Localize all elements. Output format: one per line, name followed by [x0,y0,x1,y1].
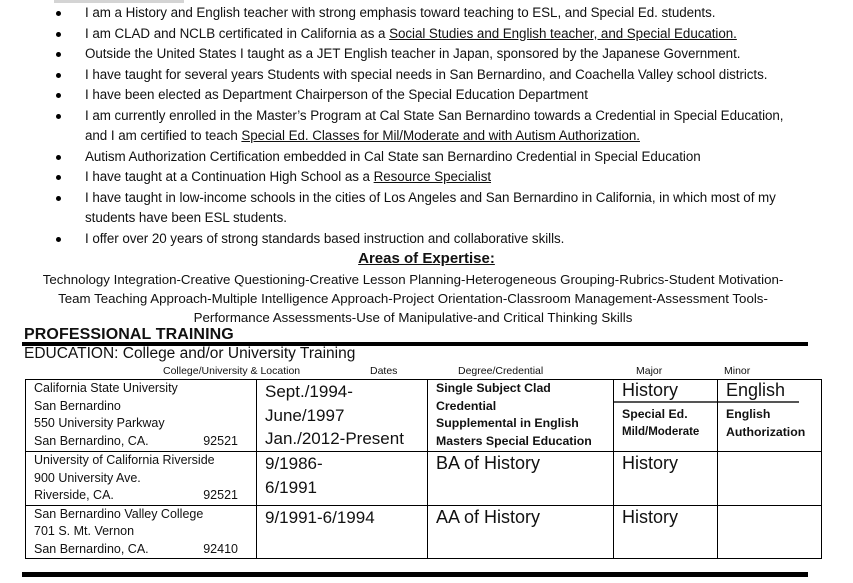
expertise-line: Performance Assessments-Use of Manipulative-and Critical Thinking Skills [193,310,633,325]
date-line: 6/1991 [265,477,317,497]
expertise-heading: Areas of Expertise: [358,250,495,267]
table-row [26,380,822,452]
column-header-college: College/University & Location [163,365,301,377]
bullet-icon [56,175,61,180]
summary-bullet-list [0,3,853,249]
college-city: San Bernardino, CA. [34,433,149,448]
major-cell [614,380,718,452]
major-cell: History [614,452,718,506]
bullet-item [0,106,853,147]
bullet-text: and I am certified to teach [85,128,242,143]
bullet-item [0,85,853,106]
minor-value: English [718,380,799,403]
table-row [26,452,822,506]
bullet-text: I am CLAD and NCLB certificated in California as a [85,25,390,41]
major-cell: History [614,505,718,559]
college-city: San Bernardino, CA. [34,541,149,556]
column-header-major: Major [636,365,663,377]
dates-cell [257,505,428,559]
major-sub: Special Ed. [622,407,688,421]
college-name: California State University [34,381,178,395]
bullet-item [0,229,853,250]
college-cell [26,505,257,559]
column-header-degree: Degree/Credential [458,365,544,377]
bullet-item [0,167,853,188]
bullet-text: I am a History and English teacher with strong emphasis toward teaching to ESL, and Special Ed. students. [85,5,716,20]
date-line: 9/1991-6/1994 [265,507,375,527]
college-zip: 92521 [203,488,238,502]
minor-sub: Authorization [726,425,806,439]
college-name: San Bernardino Valley College [34,506,204,521]
college-zip: 92410 [203,541,238,556]
bullet-text: students have been ESL students. [85,210,287,225]
expertise-list [0,270,826,327]
bullet-text: I have been elected as Department Chairperson of the Special Education Department [85,87,588,102]
date-line: Jan./2012-Present [265,429,404,448]
college-name: University of California Riverside [34,453,215,467]
bullet-text: I am currently enrolled in the Master’s Program at Cal State San Bernardino towards a Credential in Special Education, [85,107,784,123]
college-zip: 92521 [203,433,238,448]
dates-cell [257,452,428,506]
bullet-item [0,3,853,24]
bullet-icon [56,73,61,78]
minor-cell [718,505,822,559]
degree-line: Masters Special Education [436,433,592,448]
bullet-icon [56,52,61,57]
bullet-text: Autism Authorization Certification embedded in Cal State san Bernardino Credential in Special Education [85,148,701,164]
college-address: 550 University Parkway [34,416,165,430]
underlined-text: Social Studies and English teacher, and Special Education. [389,25,737,41]
major-value: History [614,380,717,403]
degree-line: Credential [436,398,497,413]
major-sub: Mild/Moderate [622,426,700,438]
underlined-text: Special Ed. Classes for Mil/Moderate and with Autism Authorization. [241,128,640,143]
bullet-item [0,65,853,86]
bullet-item [0,147,853,168]
bullet-icon [56,155,61,160]
column-header-minor: Minor [724,365,751,377]
bullet-text: I have taught for several years Students with special needs in San Bernardino, and Coachella Valley school districts. [85,66,768,82]
expertise-line: Technology Integration-Creative Questioning-Creative Lesson Planning-Heterogeneous Grouping-Rubrics-Student Motivation- [42,272,784,287]
degree-cell [428,380,614,452]
dates-cell [257,380,428,452]
underlined-text: Resource Specialist [373,169,492,184]
section-divider [22,572,808,577]
education-heading: EDUCATION: College and/or University Training [24,345,356,362]
date-line: June/1997 [265,405,345,425]
college-line: San Bernardino [34,398,121,413]
bullet-text: I have taught in low-income schools in the cities of Los Angeles and San Bernardino in California, in which most of my [85,189,776,205]
minor-cell [718,452,822,506]
bullet-icon [56,11,61,16]
college-address: 900 University Ave. [34,470,141,485]
college-cell [26,380,257,452]
bullet-icon [56,237,61,242]
degree-line: Supplemental in English [436,416,579,430]
bullet-icon [56,196,61,201]
expertise-line: Team Teaching Approach-Multiple Intelligence Approach-Project Orientation-Classroom Management-Assessment Tools- [58,291,768,306]
degree-line: Single Subject Clad [436,381,551,395]
bullet-text: I have taught at a Continuation High School as a [85,169,374,184]
bullet-item [0,44,853,65]
bullet-text: I offer over 20 years of strong standards based instruction and collaborative skills. [85,230,565,246]
college-address: 701 S. Mt. Vernon [34,524,135,538]
education-table [25,379,822,559]
professional-training-heading: PROFESSIONAL TRAINING [24,326,234,343]
table-row [26,505,822,559]
bullet-item [0,24,853,45]
bullet-icon [56,93,61,98]
college-city: Riverside, CA. [34,488,114,502]
bullet-text: Outside the United States I taught as a JET English teacher in Japan, sponsored by the Japanese Government. [85,46,741,61]
column-header-dates: Dates [370,365,398,377]
bullet-icon [56,114,61,119]
minor-cell [718,380,822,452]
degree-cell: AA of History [428,505,614,559]
date-line: 9/1986- [265,454,323,473]
bullet-icon [56,32,61,37]
degree-cell: BA of History [428,452,614,506]
bullet-item [0,188,853,229]
minor-sub: English [726,407,771,421]
date-line: Sept./1994- [265,382,353,401]
college-cell [26,452,257,506]
